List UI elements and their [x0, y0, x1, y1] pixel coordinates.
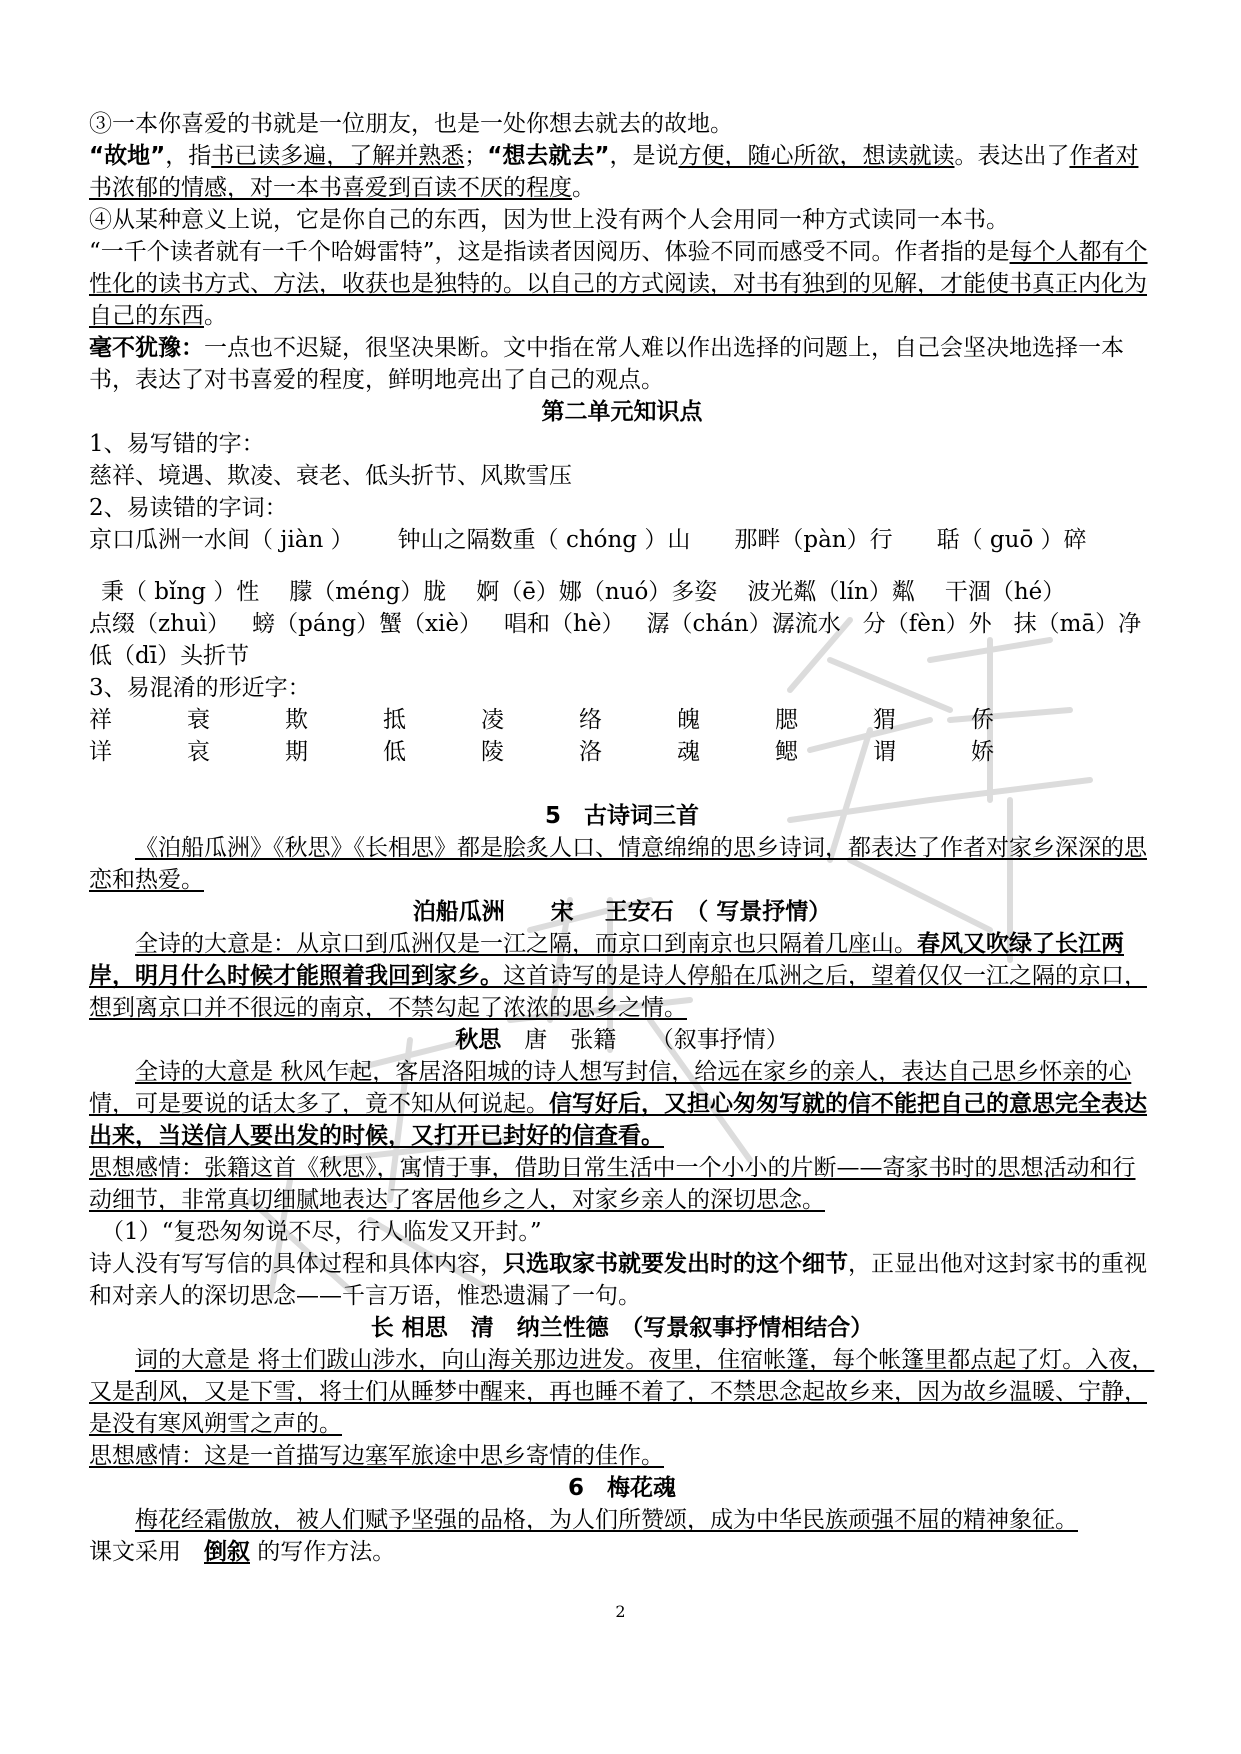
poem3-feeling: 思想感情：这是一首描写边塞军旅途中思乡寄情的佳作。: [89, 1443, 664, 1469]
pinyin-row-1: [89, 524, 1155, 556]
poem1-meaning: 全诗的大意是：从京口到瓜洲仅是一江之隔，而京口到南京也只隔着几座山。春风又吹绿了长江两岸，明月什么时候才能照着我回到家乡。这首诗写的是诗人停船在瓜洲之后，望着仅仅一江之隔的京口，想到离京口并不很远的南京，不禁勾起了浓浓的思乡之情。: [89, 931, 1147, 1021]
pinyin-item: 分（fèn）外: [862, 611, 992, 637]
pinyin-item: 螃（páng）蟹（xiè）: [252, 611, 483, 637]
pinyin-item: 钟山之隔数重（ chóng ）山: [397, 527, 691, 553]
pinyin-item: 那畔（pàn）行: [734, 527, 893, 553]
pinyin-item: 京口瓜洲一水间（ jiàn ）: [89, 527, 354, 553]
pinyin-item: 抹（mā）净: [1013, 611, 1142, 637]
lesson6-method: 课文采用 倒叙 的写作方法。: [89, 1539, 396, 1565]
term-gudi: “故地”: [89, 143, 166, 169]
poem2-title: 秋思 唐 张籍 （叙事抒情）: [455, 1027, 789, 1053]
pinyin-item: 点缀（zhuì）: [89, 611, 231, 637]
poem2-meaning: 全诗的大意是 秋风乍起，客居洛阳城的诗人想写封信，给远在家乡的亲人，表达自己思乡怀亲的心情，可是要说的话太多了，竟不知从何说起。信写好后，又担心匆匆写就的信不能把自己的意思完全表达出来，当送信人要出发的时候，又打开已封好的信查看。: [89, 1059, 1147, 1149]
poem1-title: 泊船瓜洲 宋 王安石 （ 写景抒情）: [412, 899, 832, 925]
content-body: [89, 108, 1155, 1568]
lesson6-intro: 梅花经霜傲放，被人们赋予坚强的品格，为人们所赞颂，成为中华民族顽强不屈的精神象征。: [135, 1507, 1078, 1533]
pinyin-item: 朦（méng）胧: [289, 579, 447, 605]
lesson6-title: 6 梅花魂: [567, 1475, 676, 1501]
char-grid-row-2: 详 哀 期 低 陵 洛 魂 鳃 谓 娇: [89, 739, 994, 765]
pinyin-item: 干涸（hé）: [944, 579, 1066, 605]
pinyin-row-3: [89, 608, 1155, 640]
note-hamlet: “一千个读者就有一千个哈姆雷特”，这是指读者因阅历、体验不同而感受不同。作者指的是每个人都有个性化的读书方式、方法，收获也是独特的。以自己的方式阅读，对书有独到的见解，才能使书真正内化为自己的东西。: [89, 239, 1148, 329]
poem2-feeling: 思想感情：张籍这首《秋思》，寓情于事，借助日常生活中一个小小的片断——寄家书时的思想活动和行动细节，非常真切细腻地表达了客居他乡之人，对家乡亲人的深切思念。: [89, 1155, 1136, 1213]
pinyin-item: 婀（ē）娜（nuó）多姿: [476, 579, 718, 605]
poem2-question: （1）“复恐匆匆说不尽，行人临发又开封。”: [101, 1219, 542, 1245]
char-grid-row-1: 祥 衰 欺 抵 凌 络 魄 腮 猬 侨: [89, 707, 994, 733]
pinyin-item: 潺（chán）潺流水: [646, 611, 841, 637]
item-4: ④从某种意义上说，它是你自己的东西，因为世上没有两个人会用同一种方式读同一本书。: [89, 207, 1009, 233]
pinyin-item: 波光粼（lín）粼: [747, 579, 915, 605]
item-3: ③一本你喜爱的书就是一位朋友，也是一处你想去就去的故地。: [89, 111, 733, 137]
pinyin-row-2: [89, 576, 1155, 608]
pinyin-item: 秉（ bǐng ）性: [101, 579, 260, 605]
term-haobuyouyu: 毫不犹豫：: [89, 335, 204, 361]
term-xiangqu: “想去就去”: [487, 143, 610, 169]
pinyin-item: 聒（ guō ）碎: [936, 527, 1087, 553]
note-haobuyouyu: 毫不犹豫：一点也不迟疑，很坚决果断。文中指在常人难以作出选择的问题上，自己会坚决地选择一本书，表达了对书喜爱的程度，鲜明地亮出了自己的观点。: [89, 335, 1124, 393]
pinyin-row-4: 低（dī）头折节: [89, 643, 250, 669]
section-1-words: 慈祥、境遇、欺凌、衰老、低头折节、风欺雪压: [89, 463, 572, 489]
lesson5-intro: 《泊船瓜洲》《秋思》《长相思》都是脍炙人口、情意绵绵的思乡诗词，都表达了作者对家乡深深的思恋和热爱。: [89, 835, 1147, 893]
pinyin-item: 唱和（hè）: [504, 611, 625, 637]
poem3-title: 长 相思 清 纳兰性德 （写景叙事抒情相结合）: [370, 1315, 874, 1341]
section-2-title: 2、易读错的字词：: [89, 495, 288, 521]
unit2-title: 第二单元知识点: [541, 399, 703, 425]
page-number: 2: [615, 1602, 626, 1621]
lesson5-title: 5 古诗词三首: [544, 803, 699, 829]
spacer: [89, 768, 1155, 800]
poem2-answer: 诗人没有写写信的具体过程和具体内容，只选取家书就要发出时的这个细节，正显出他对这封家书的重视和对亲人的深切思念——千言万语，惟恐遗漏了一句。: [89, 1251, 1147, 1309]
spacer: [89, 556, 1155, 576]
poem3-meaning: 词的大意是 将士们跋山涉水，向山海关那边进发。夜里，住宿帐篷，每个帐篷里都点起了灯。入夜，又是刮风，又是下雪，将士们从睡梦中醒来，再也睡不着了，不禁思念起故乡来，因为故乡温暖、宁静，是没有寒风朔雪之声的。: [89, 1347, 1155, 1437]
note-gudi: “故地”，指书已读多遍，了解并熟悉；“想去就去”，是说方便，随心所欲，想读就读。表达出了作者对书浓郁的情感，对一本书喜爱到百读不厌的程度。: [89, 143, 1139, 201]
section-3-title: 3、易混淆的形近字：: [89, 675, 311, 701]
section-1-title: 1、易写错的字：: [89, 431, 265, 457]
